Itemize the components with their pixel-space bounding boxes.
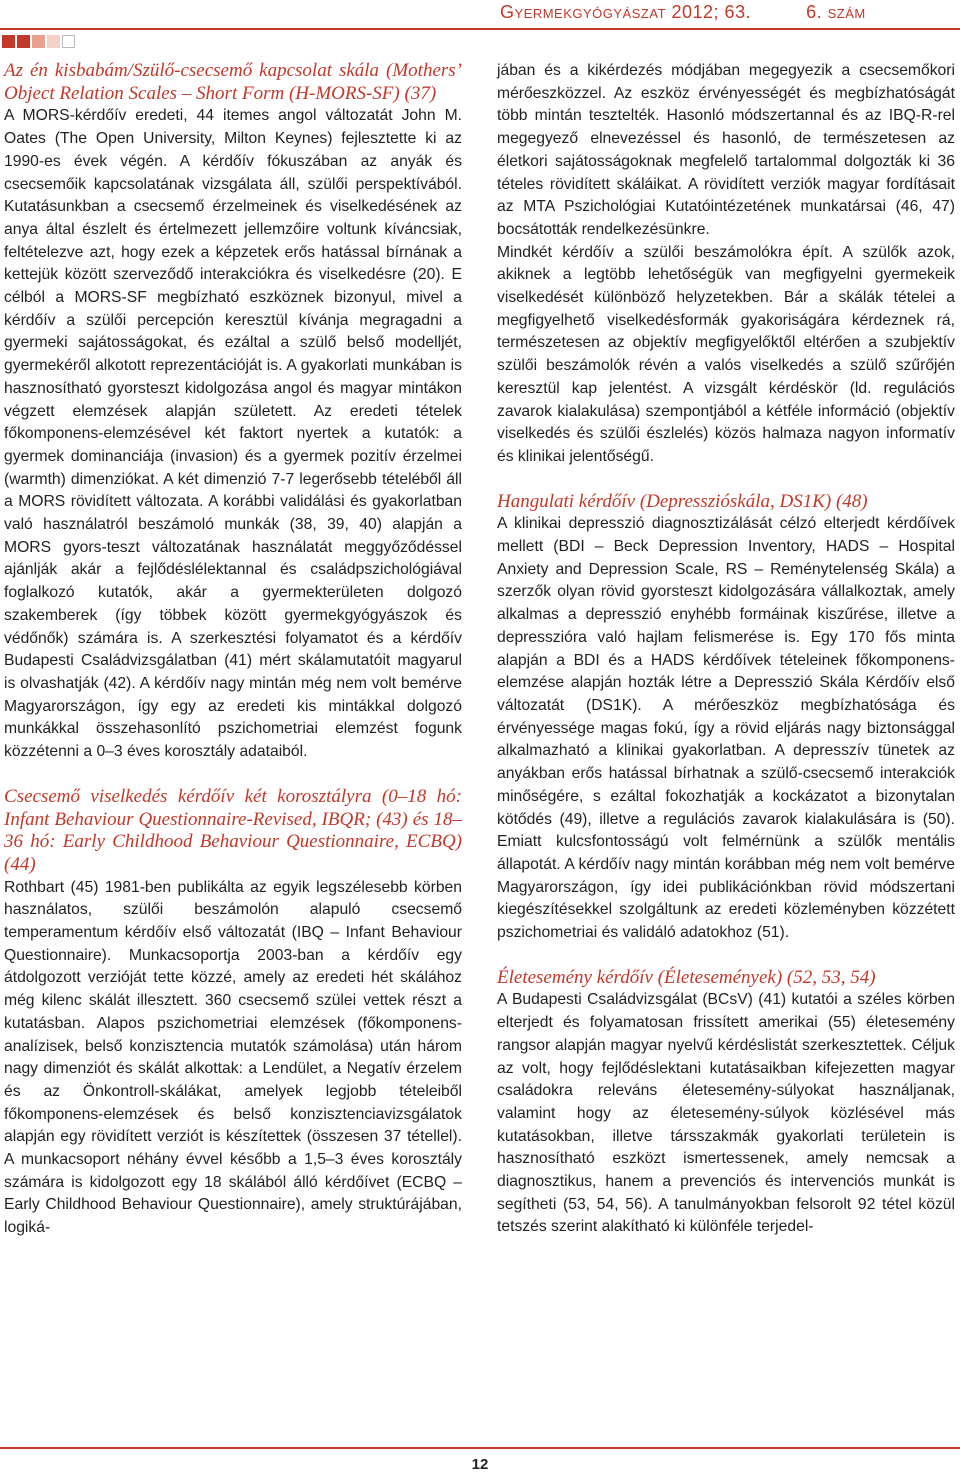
body-paragraph: A Budapesti Családvizsgálat (BCsV) (41) kutatói a széles körben elterjedt és folyamatosan frissített amerikai (55) életesemény rangsor alapján magyar nyelvű kérdéslistát szerkesztettek. Céljuk az volt, hogy fejlődéslektani kutatásaikban kifejezetten magyar családokra releváns életesemény-súlyokat használjanak, valamint hogy az életesemény-súlyok közlésével más kutatásokban, illetve társszakmák gyakorlati területein is hasznosítható eszközt ismertessenek, amely nemcsak a diagnosztikus, hanem a prevenciós és intervenciós munkát is segítheti (53, 54, 56). A tanulmányokban felsorolt 92 tétel közül tetszés szerint alakítható ki különféle terjedel- xyxy=(497,991,955,1236)
section-heading-mors: Az én kisbabám/Szülő-csecsemő kapcsolat skála (Mothers’ Object Relation Scales – Short Form (H-MORS-SF) (37) xyxy=(4,60,462,104)
footer-rule xyxy=(0,1447,960,1449)
journal-header xyxy=(500,2,866,23)
body-paragraph: A MORS-kérdőív eredeti, 44 itemes angol változatát John M. Oates (The Open University, Milton Keynes) fejlesztette ki az 1990-es évek végén. A kérdőív fókuszában az anyák és csecsemőik kapcsolatának vizsgálata áll, szülői perspektívából. Kutatásunkban a csecsemő érzelmeinek és viselkedésének az anya által észlelt és értelmezett jellemzőire voltunk kíváncsiak, feltételezve azt, hogy ezek a képzetek erős hatással bírnának a kettejük között szerveződő interakciókra és viselkedésre (20). E célból a MORS-SF megbízható eszköznek bizonyul, mivel a kérdőív a szülői percepción keresztül kívánja megragadni a gyermeki sajátosságokat, és ezáltal a szülő belső modelljét, gyermekéről alkotott reprezentációját is. A gyakorlati munkában is hasznosítható gyorsteszt kidolgozása angol és magyar mintákon végzett elemzések alapján született. Az eredeti tételek főkomponens-elemzésével két faktort nyertek a kutatók: a gyermek dominanciája (invasion) és a gyermek pozitív érzelmei (warmth) dimenziókat. A két dimenzió 7-7 legerősebb tételéből áll a MORS rövidített változata. A korábbi validálási és gyakorlatban való használatról beszámoló munkák (38, 39, 40) alapján a MORS gyors-teszt változatának használatát meggyőződéssel ajánlják akár a fejlődéslélektannal és családpszichológiával foglalkozó kutatók, akár a gyermekterületen dolgozó szakemberek (így többek között gyermekgyógyászok és védőnők) számára is. A szerkesztési folyamatot és a kérdőív Budapesti Családvizsgálatban (41) mért skálamutatóit magyarul is olvashatják (42). A kérdőív nagy mintán még nem volt bemérve Magyarországon, így egy az eredeti kis mintákkal dolgozó munkákkal összehasonlító pszichometriai elemzést fogunk közzétenni a 0–3 éves korosztály adataiból. xyxy=(4,107,462,761)
section-heading-life-events: Életesemény kérdőív (Életesemények) (52, 53, 54) xyxy=(497,966,876,988)
section-heading-ibqr: Csecsemő viselkedés kérdőív két korosztályra (0–18 hó: Infant Behaviour Questionnaire-Revised, IBQR; (43) és 18–36 hó: Early Childhood Behaviour Questionnaire, ECBQ) (44) xyxy=(4,785,462,875)
body-paragraph: jában és a kikérdezés módjában megegyezik a csecsemőkori mérőeszközzel. Az eszköz érvényességét és megbízhatóságát több mintán tesztelték. Hasonló módszertannal és az IBQ-R-rel megegyező elnevezéssel és hasonló, de természetesen az életkori sajátosságoknak megfelelő tartalommal dolgozták ki 36 tételes rövidített skáláikat. A rövidített verziók magyar fordításait az MTA Pszichológiai Kutatóintézetének munkatársai (46, 47) bocsátották rendelkezésünkre. xyxy=(497,62,955,238)
header-rule xyxy=(0,28,960,30)
square-outline xyxy=(62,35,75,48)
body-paragraph: Mindkét kérdőív a szülői beszámolókra épít. A szülők azok, akiknek a legtöbb lehetőségük van megfigyelni gyermekeik viselkedését különböző helyzetekben. Bár a skálák tételei a megfigyelhető viselkedésformák gyakoriságára kérdeznek rá, természetesen az objektív megfigyelőktől eltérően a szubjektív szülői beszámolók révén a valós viselkedés a szülő szűrőjén keresztül kap jelentést. A vizsgált kérdéskör (ld. regulációs zavarok kialakulása) szempontjából a kétféle információ (objektív viselkedés és szülői észlelés) közös halmaza nagyon informatív és klinikai jelentőségű. xyxy=(497,243,955,465)
decorative-squares xyxy=(2,35,75,48)
body-paragraph: Rothbart (45) 1981-ben publikálta az egyik legszélesebb körben használatos, szülői beszámolón alapuló csecsemő temperamentum kérdőív első változatát (IBQ – Infant Behaviour Questionnaire). Munkacsoportja 2003-ban a kérdőív egy átdolgozott verzióját tette közzé, amely az eredeti hét skálához még kilenc skálát illesztett. 360 csecsemő szülei vettek részt a kutatásban. Alapos pszichometriai elemzések (főkomponens-analízisek, belső konzisztencia mutatók számolása) után három nagy dimenziót és skálát alkottak: a Lendület, a Negatív érzelem és az Önkontroll-skálákat, amelyek legjobb tételeiből főkomponens-elemzések és belső konzisztenciavizsgálatok alapján egy rövidített verziót is készítettek (összesen 37 tétellel). A munkacsoport néhány évvel később a 1,5–3 éves korosztály számára is kidolgozott egy 18 skálából álló kérdőívet (ECBQ – Early Childhood Behaviour Questionnaire), amely struktúrájában, logiká- xyxy=(4,878,462,1237)
square-medium xyxy=(32,35,45,48)
square-light xyxy=(47,35,60,48)
journal-title: Gyermekgyógyászat 2012; 63. xyxy=(500,2,752,22)
left-column xyxy=(4,60,462,1240)
square-dark xyxy=(17,35,30,48)
section-heading-ds1k: Hangulati kérdőív (Depresszióskála, DS1K) (48) xyxy=(497,490,868,512)
issue-label: 6. szám xyxy=(806,2,866,22)
right-column xyxy=(497,60,955,1239)
square-dark xyxy=(2,35,15,48)
body-paragraph: A klinikai depresszió diagnosztizálását célzó elterjedt kérdőívek mellett (BDI – Beck Depression Inventory, HADS – Hospital Anxiety and Depression Scale, RS – Reménytelenség Skála) a szerzők olyan rövid gyorsteszt kidolgozására vállalkoztak, amely alkalmas a depresszió enyhébb formáinak kiszűrése, illetve a depresszióra való hajlam felismerése is. Egy 170 fős minta alapján a BDI és a HADS kérdőívek tételeinek főkomponens-elemzése alapján hozták létre a Depresszió Skála Kérdőív első változatát (DS1K). A mérőeszköz megbízhatósága és érvényessége magas fokú, így a rövid eljárás nagy biztonsággal alkalmazható a klinikai gyakorlatban. A depresszív tünetek az anyákban erős hatással bírhatnak a szülő-csecsemő interakciók minőségére, s ezáltal fokozhatják a kockázatot a bizonytalan kötődés (49), illetve a regulációs zavarok kialakulására is (50). Emiatt kulcsfontosságú volt felmérnünk a szülők mentális állapotát. A kérdőív nagy mintán korábban még nem volt bemérve Magyarországon, így idei publikációnkban rövid módszertani kiegészítésekkel szolgáltunk az eredeti közleményben közzétett pszichometriai és validáló adatokhoz (51). xyxy=(497,515,955,942)
page-number: 12 xyxy=(471,1456,489,1473)
